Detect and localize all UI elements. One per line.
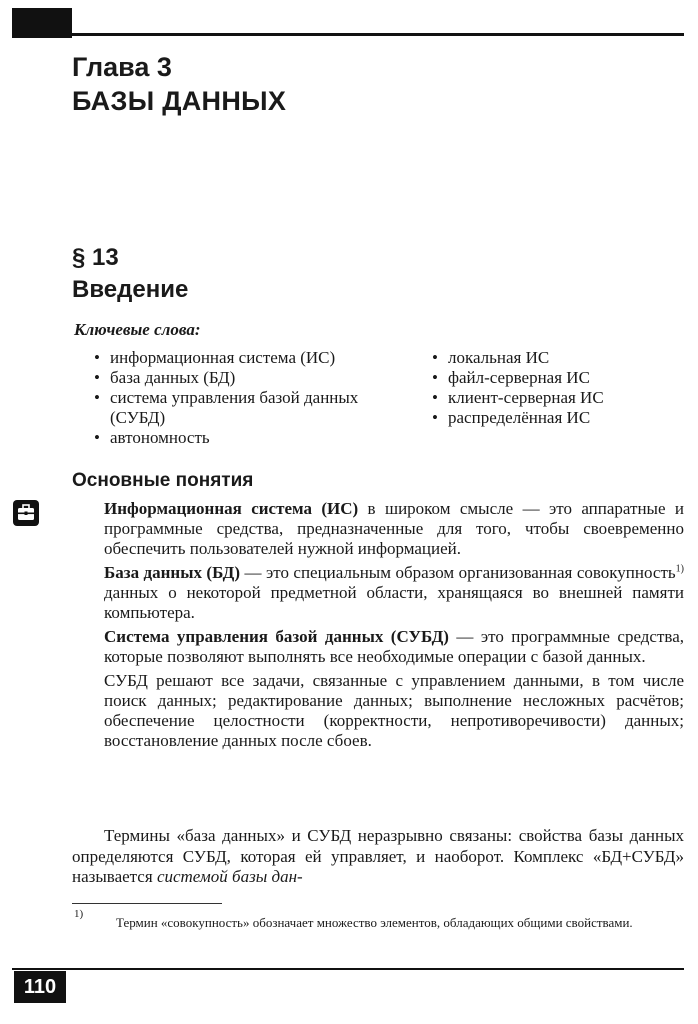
footer-rule — [12, 968, 684, 970]
header-rule — [12, 33, 684, 36]
definition-text: в широком смысле — это аппаратные и программные средства, предназначенные для того, чтобы своевременно обеспечить пользователей нужной информацией. — [104, 499, 684, 558]
chapter-title: БАЗЫ ДАННЫХ — [72, 86, 287, 116]
keyword-item: • информационная система (ИС) — [90, 348, 410, 368]
definition-text: СУБД решают все задачи, связанные с управлением данными, в том числе поиск данных; редактирование данных; выполнение несложных расчётов; обеспечение целостности (корректности, непротиворечивости) данных; восстановление данных после сбоев. — [104, 671, 684, 750]
definition-text: данных о некоторой предметной области, хранящаяся во внешней памяти компьютера. — [104, 583, 684, 622]
intro-text: Термины «база данных» и СУБД неразрывно связаны: свойства базы данных определяются СУБД, которая ей управляет, и наоборот. Комплекс «БД+СУБД» называется — [72, 826, 684, 886]
definition-paragraph — [104, 563, 684, 623]
definition-paragraph — [104, 499, 684, 559]
definition-term: Информационная система (ИС) — [104, 499, 359, 518]
section-title: Введение — [72, 276, 189, 303]
keyword-item: • локальная ИС — [428, 348, 678, 368]
footnote-text: Термин «совокупность» обозначает множество элементов, обладающих общими свойствами. — [116, 915, 633, 930]
footnote-rule — [72, 903, 222, 904]
page-number: 110 — [14, 971, 66, 1003]
footnote: 1) Термин «совокупность» обозначает множество элементов, обладающих общими свойствами. — [74, 914, 684, 931]
definitions-block — [104, 499, 684, 755]
briefcase-icon — [13, 500, 39, 526]
keyword-item: • клиент-серверная ИС — [428, 388, 678, 408]
keywords-list-left — [90, 348, 410, 448]
definition-paragraph — [104, 671, 684, 751]
keyword-item: • база данных (БД) — [90, 368, 410, 388]
definition-text: — это специальным образом организованная совокупность — [240, 563, 676, 582]
section-number: § 13 — [72, 244, 119, 271]
keyword-item: • распределённая ИС — [428, 408, 678, 428]
keyword-item: • файл-серверная ИС — [428, 368, 678, 388]
keyword-item: • автономность — [90, 428, 410, 448]
intro-emphasis: системой базы дан- — [156, 867, 303, 886]
keywords-label: Ключевые слова: — [74, 320, 201, 339]
keyword-item: • система управления базой данных (СУБД) — [90, 388, 410, 428]
subsection-heading: Основные понятия — [72, 470, 254, 491]
intro-paragraph — [72, 826, 684, 888]
definition-term: Система управления базой данных (СУБД) — [104, 627, 449, 646]
keywords-list-right — [428, 348, 678, 428]
definition-paragraph — [104, 627, 684, 667]
footnote-reference: 1) — [675, 563, 684, 575]
definition-text: — это программные средства, которые позволяют выполнять все необходимые операции с базой данных. — [104, 627, 684, 666]
chapter-label: Глава 3 — [72, 52, 172, 82]
definition-term: База данных (БД) — [104, 563, 241, 582]
